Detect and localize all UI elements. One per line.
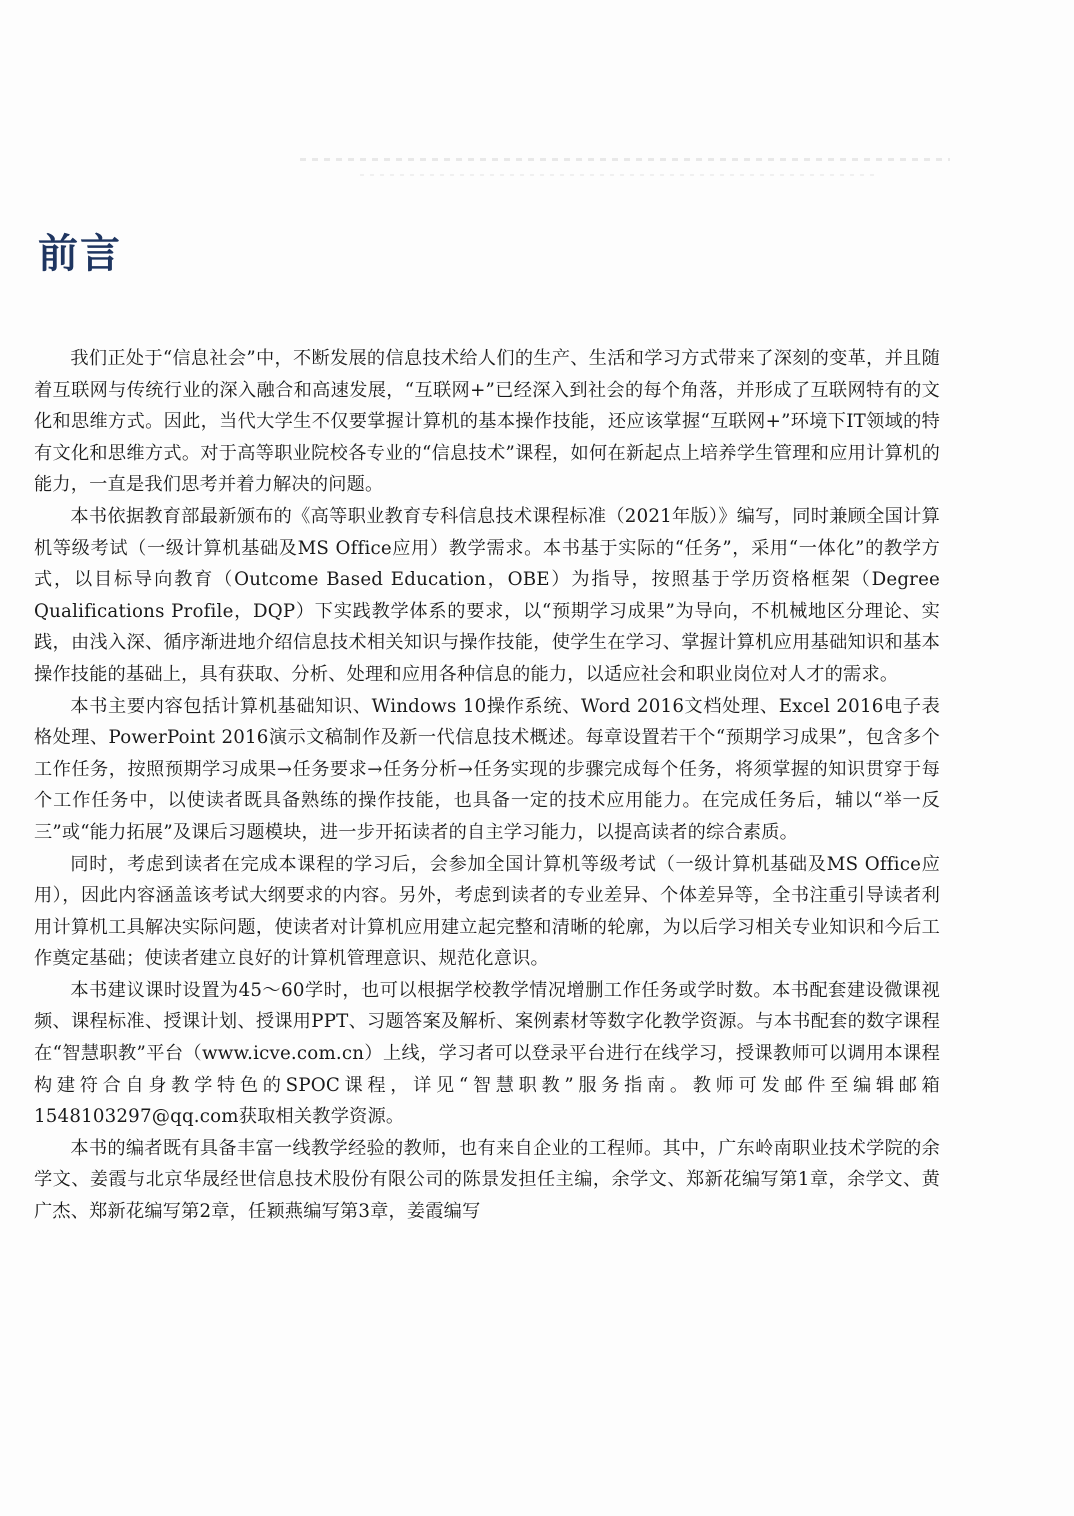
preface-body: [34, 343, 940, 1228]
scan-artifact: [300, 158, 950, 161]
page-title: 前言: [38, 231, 122, 277]
paragraph: 本书主要内容包括计算机基础知识、Windows 10操作系统、Word 2016文档处理、Excel 2016电子表格处理、PowerPoint 2016演示文稿制作及新一代信息技术概述。每章设置若干个“预期学习成果”，包含多个工作任务，按照预期学习成果→任务要求→任务分析→任务实现的步骤完成每个任务，将须掌握的知识贯穿于每个工作任务中，以使读者既具备熟练的操作技能，也具备一定的技术应用能力。在完成任务后，辅以“举一反三”或“能力拓展”及课后习题模块，进一步开拓读者的自主学习能力，以提高读者的综合素质。: [34, 695, 940, 843]
paragraph: 我们正处于“信息社会”中，不断发展的信息技术给人们的生产、生活和学习方式带来了深刻的变革，并且随着互联网与传统行业的深入融合和高速发展，“互联网+”已经深入到社会的每个角落，并形成了互联网特有的文化和思维方式。因此，当代大学生不仅要掌握计算机的基本操作技能，还应该掌握“互联网+”环境下IT领域的特有文化和思维方式。对于高等职业院校各专业的“信息技术”课程，如何在新起点上培养学生管理和应用计算机的能力，一直是我们思考并着力解决的问题。: [34, 348, 940, 496]
paragraph: 本书的编者既有具备丰富一线教学经验的教师，也有来自企业的工程师。其中，广东岭南职业技术学院的余学文、姜霞与北京华晟经世信息技术股份有限公司的陈景发担任主编，余学文、郑新花编写第1章，余学文、黄广杰、郑新花编写第2章，任颖燕编写第3章，姜霞编写: [34, 1137, 940, 1223]
scan-artifact: [360, 174, 880, 176]
paragraph: 本书依据教育部最新颁布的《高等职业教育专科信息技术课程标准（2021年版）》编写，同时兼顾全国计算机等级考试（一级计算机基础及MS Office应用）教学需求。本书基于实际的“任务”，采用“一体化”的教学方式，以目标导向教育（Outcome Based Education，OBE）为指导，按照基于学历资格框架（Degree Qualifications Profile，DQP）下实践教学体系的要求，以“预期学习成果”为导向，不机械地区分理论、实践，由浅入深、循序渐进地介绍信息技术相关知识与操作技能，使学生在学习、掌握计算机应用基础知识和基本操作技能的基础上，具有获取、分析、处理和应用各种信息的能力，以适应社会和职业岗位对人才的需求。: [34, 505, 940, 685]
paragraph: 同时，考虑到读者在完成本课程的学习后，会参加全国计算机等级考试（一级计算机基础及MS Office应用），因此内容涵盖该考试大纲要求的内容。另外，考虑到读者的专业差异、个体差异等，全书注重引导读者利用计算机工具解决实际问题，使读者对计算机应用建立起完整和清晰的轮廓，为以后学习相关专业知识和今后工作奠定基础；使读者建立良好的计算机管理意识、规范化意识。: [34, 853, 940, 970]
paragraph: 本书建议课时设置为45～60学时，也可以根据学校教学情况增删工作任务或学时数。本书配套建设微课视频、课程标准、授课计划、授课用PPT、习题答案及解析、案例素材等数字化教学资源。与本书配套的数字课程在“智慧职教”平台（www.icve.com.cn）上线，学习者可以登录平台进行在线学习，授课教师可以调用本课程构建符合自身教学特色的SPOC课程，详见“智慧职教”服务指南。教师可发邮件至编辑邮箱1548103297@qq.com获取相关教学资源。: [34, 979, 940, 1128]
